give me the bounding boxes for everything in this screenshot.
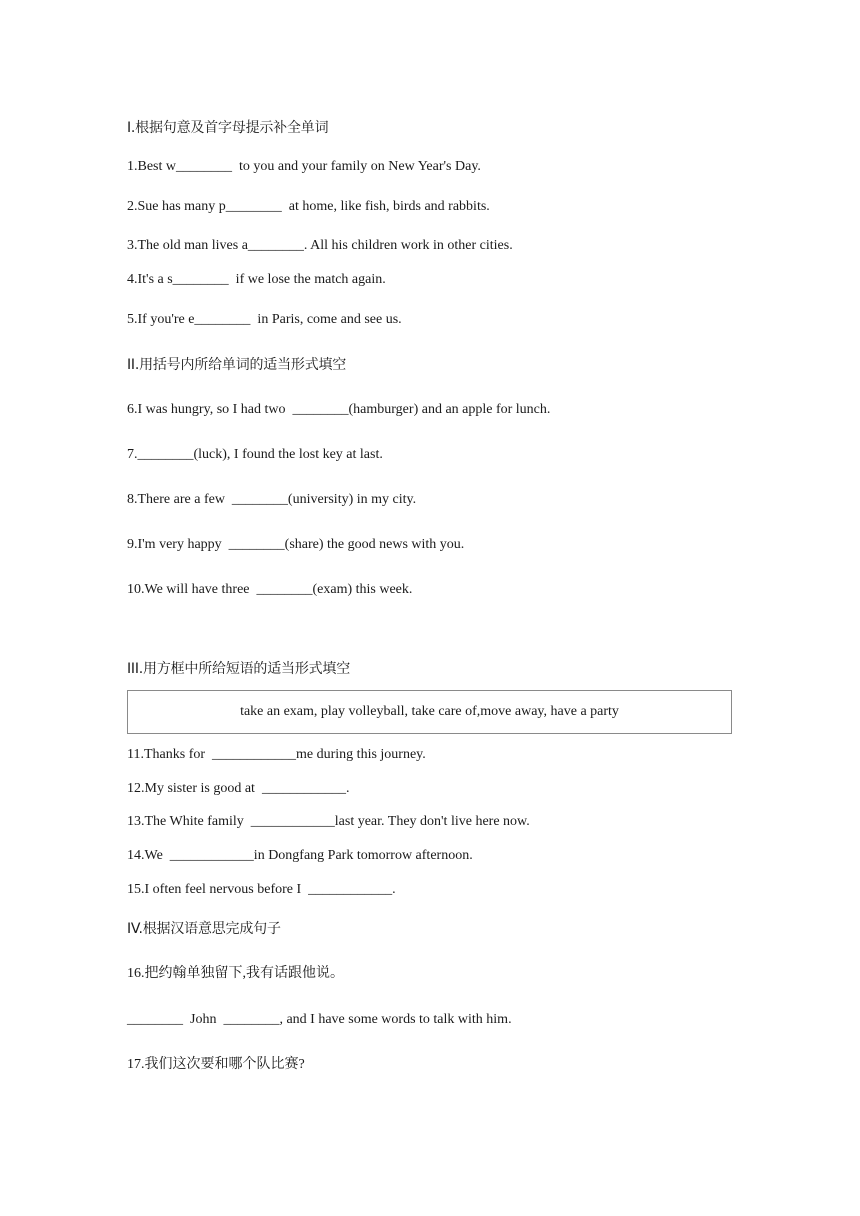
question-11: 11.Thanks for ____________me during this journey. — [127, 747, 426, 762]
question-15: 15.I often feel nervous before I ____________. — [127, 882, 396, 897]
question-12: 12.My sister is good at ____________. — [127, 781, 350, 796]
question-2: 2.Sue has many p________ at home, like fish, birds and rabbits. — [127, 199, 490, 214]
question-6: 6.I was hungry, so I had two ________(hamburger) and an apple for lunch. — [127, 402, 551, 417]
question-7: 7.________(luck), I found the lost key at last. — [127, 447, 383, 462]
section-2-heading: II.用括号内所给单词的适当形式填空 — [127, 357, 347, 373]
question-10: 10.We will have three ________(exam) this week. — [127, 582, 413, 597]
question-13: 13.The White family ____________last year. They don't live here now. — [127, 814, 530, 829]
question-9: 9.I'm very happy ________(share) the good news with you. — [127, 537, 465, 552]
question-17-prompt: 17.我们这次要和哪个队比赛? — [127, 1057, 305, 1072]
question-14: 14.We ____________in Dongfang Park tomorrow afternoon. — [127, 848, 473, 863]
section-4-heading: IV.根据汉语意思完成句子 — [127, 921, 281, 937]
question-8: 8.There are a few ________(university) in my city. — [127, 492, 417, 507]
question-3: 3.The old man lives a________. All his children work in other cities. — [127, 238, 513, 253]
question-4: 4.It's a s________ if we lose the match again. — [127, 272, 386, 287]
question-16-answer-line: ________ John ________, and I have some words to talk with him. — [127, 1012, 512, 1027]
phrase-box-text: take an exam, play volleyball, take care of,move away, have a party — [240, 704, 619, 719]
section-1-heading: I.根据句意及首字母提示补全单词 — [127, 120, 329, 136]
question-16-prompt: 16.把约翰单独留下,我有话跟他说。 — [127, 966, 344, 981]
phrase-box — [127, 690, 732, 734]
question-5: 5.If you're e________ in Paris, come and see us. — [127, 312, 402, 327]
section-3-heading: III.用方框中所给短语的适当形式填空 — [127, 661, 351, 677]
question-1: 1.Best w________ to you and your family on New Year's Day. — [127, 159, 481, 174]
